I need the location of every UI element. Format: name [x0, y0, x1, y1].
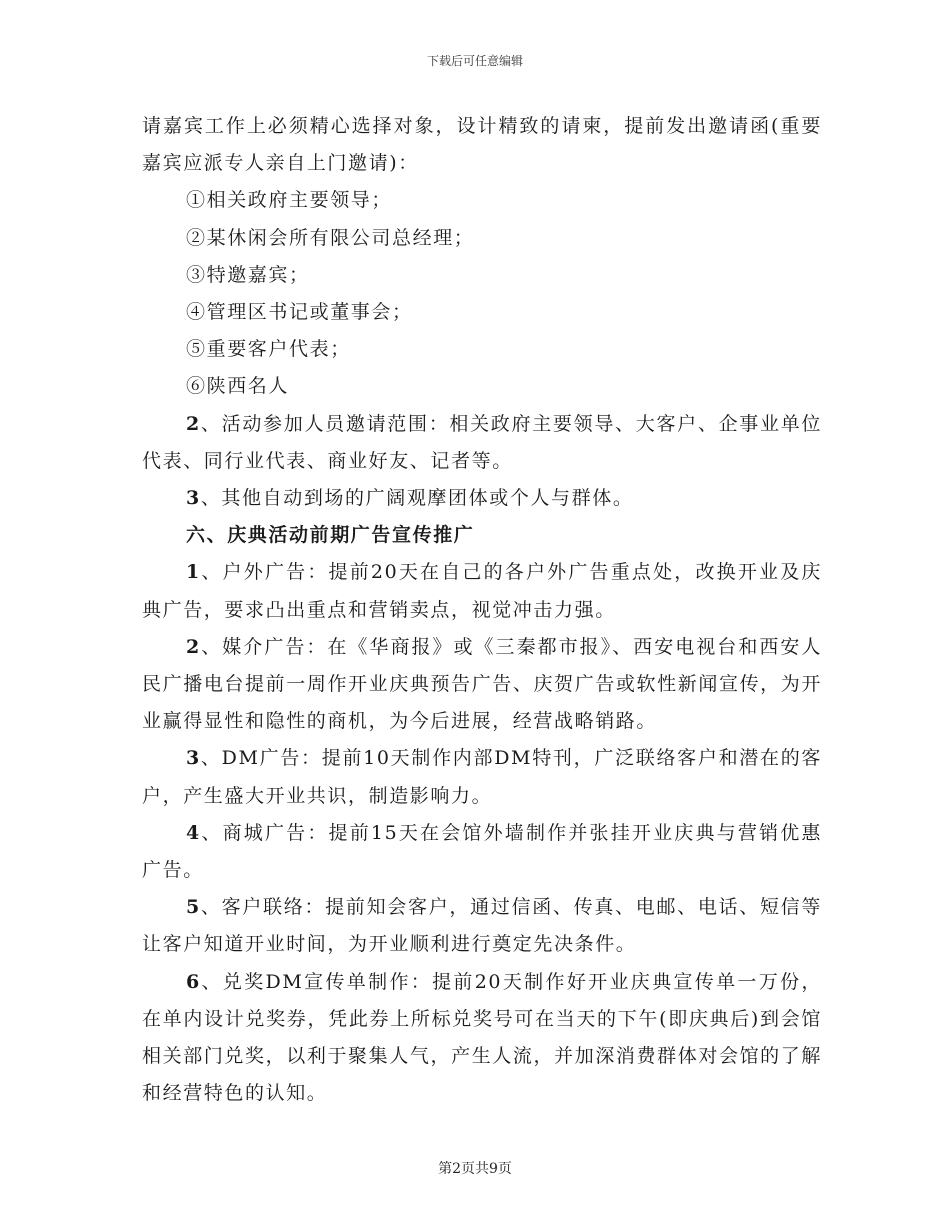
- item-number: 3: [186, 747, 201, 770]
- ad-item: [142, 964, 822, 1113]
- item-text: 、兑奖DM宣传单制作：提前20天制作好开业庆典宣传单一万份，在单内设计兑奖券，凭此券上所标兑奖号可在当天的下午(即庆典后)到会馆相关部门兑奖，以利于聚集人气，产生人流，并加深消费群体对会馆的了解和经营特色的认知。: [142, 970, 822, 1105]
- item-text: 、媒介广告：在《华商报》或《三秦都市报》、西安电视台和西安人民广播电台提前一周作开业庆典预告广告、庆贺广告或软性新闻宣传，为开业赢得显性和隐性的商机，为今后进展，经营战略销路。: [142, 635, 822, 733]
- ad-item: [142, 554, 822, 628]
- item-text: 、商城广告：提前15天在会馆外墙制作并张挂开业庆典与营销优惠广告。: [142, 821, 822, 882]
- item-number: 3: [186, 487, 201, 510]
- page-header: 下载后可任意编辑: [426, 54, 523, 68]
- ad-item: [142, 889, 822, 963]
- item-number: 1: [186, 561, 201, 584]
- guest-item: ⑤重要客户代表；: [186, 338, 351, 361]
- guest-item: ④管理区书记或董事会；: [186, 301, 413, 324]
- ad-item: [142, 815, 822, 889]
- item-text: 、活动参加人员邀请范围：相关政府主要领导、大客户、企事业单位代表、同行业代表、商业好友、记者等。: [142, 412, 822, 472]
- guest-item: ②某休闲会所有限公司总经理；: [186, 226, 475, 249]
- section-heading: 六、庆典活动前期广告宣传推广: [186, 524, 475, 547]
- item-number: 6: [186, 970, 201, 993]
- item-text: 、户外广告：提前20天在自己的各户外广告重点处，改换开业及庆典广告，要求凸出重点和营销卖点，视觉冲击力强。: [142, 561, 822, 621]
- page-footer: 第2页共9页: [438, 1161, 512, 1177]
- guest-item: ⑥陕西名人: [186, 375, 290, 398]
- document-body: [142, 108, 822, 1112]
- item-text: 、客户联络：提前知会客户，通过信函、传真、电邮、电话、短信等让客户知道开业时间，为开业顺利进行奠定先决条件。: [142, 896, 822, 956]
- item-number: 4: [186, 821, 201, 844]
- paragraph-other-attendees: [142, 480, 822, 517]
- item-number: 5: [186, 896, 201, 919]
- paragraph-invite-scope: [142, 406, 822, 480]
- guest-item: ③特邀嘉宾；: [186, 263, 310, 286]
- ad-item: [142, 740, 822, 814]
- item-text: 、DM广告：提前10天制作内部DM特刊，广泛联络客户和潜在的客户，产生盛大开业共识，制造影响力。: [142, 747, 822, 807]
- paragraph-invite-guests: 请嘉宾工作上必须精心选择对象，设计精致的请柬，提前发出邀请函(重要嘉宾应派专人亲自上门邀请)：: [142, 115, 822, 175]
- ad-item: [142, 629, 822, 741]
- item-number: 2: [186, 635, 201, 658]
- item-number: 2: [186, 412, 201, 435]
- guest-item: ①相关政府主要领导；: [186, 189, 393, 212]
- item-text: 、其他自动到场的广阔观摩团体或个人与群体。: [200, 487, 634, 510]
